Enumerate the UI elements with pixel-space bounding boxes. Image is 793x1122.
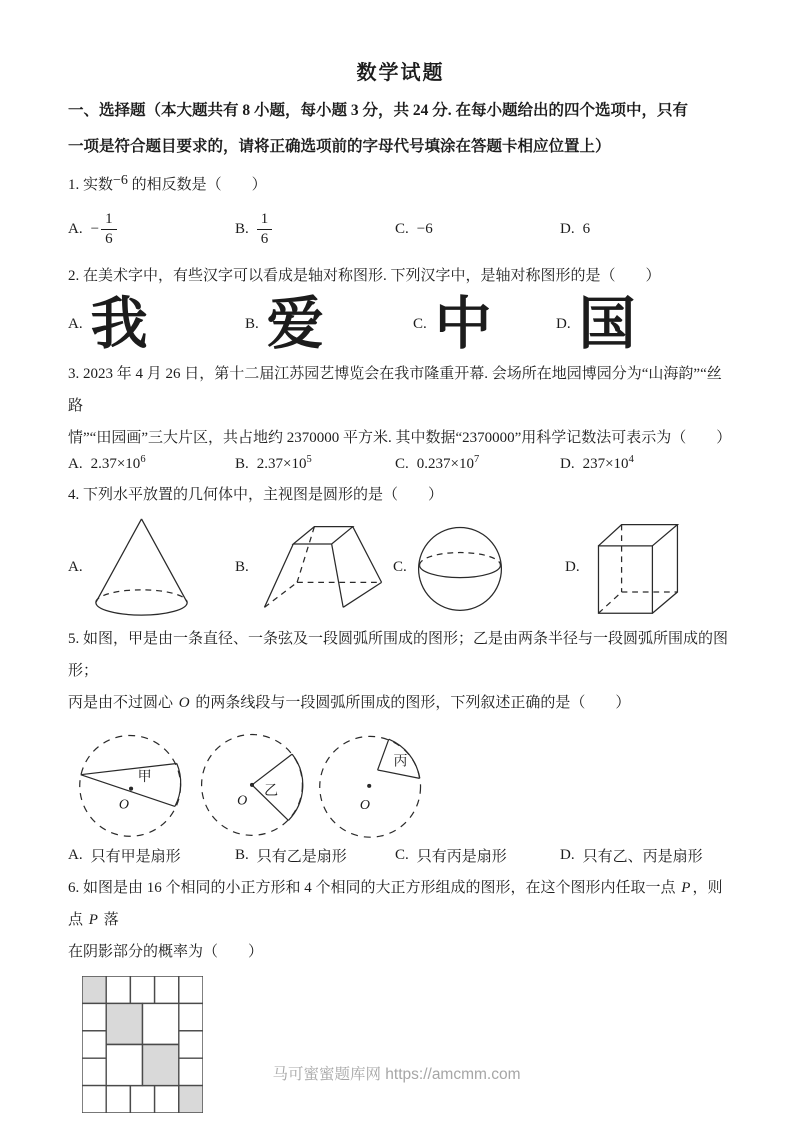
q1-stem	[68, 169, 733, 202]
exponent: 7	[473, 454, 480, 465]
glyph-wo: 我	[90, 292, 148, 356]
square	[106, 1086, 130, 1113]
q5-figures	[76, 725, 733, 843]
fraction-numerator: 1	[105, 210, 113, 227]
q3-option-d	[560, 456, 733, 473]
center-label: O	[237, 793, 248, 809]
circle-figure-bing	[316, 725, 428, 843]
square	[179, 1003, 203, 1030]
q5-stem-line1: 5. 如图，甲是由一条直径、一条弦及一段圆弧所围成的图形；乙是由两条半径与一段圆弧所围成的图形；	[68, 631, 729, 679]
option-label: B.	[235, 847, 249, 863]
frustum-prism-figure	[257, 519, 390, 615]
q5-option-c	[395, 845, 560, 866]
option-label: A.	[68, 558, 83, 575]
option-value: −6	[416, 220, 433, 237]
option-label: B.	[235, 456, 249, 472]
option-label: C.	[395, 456, 409, 472]
option-value: $0.237\times 10^7$	[416, 454, 480, 472]
region-label-yi: 乙	[264, 784, 279, 800]
page-title: 数学试题	[356, 62, 445, 84]
option-label: A.	[68, 315, 83, 332]
q1-stem-value: −6	[113, 173, 128, 188]
glyph-ai: 爱	[266, 292, 324, 356]
q1-stem-suffix: 的相反数是（ ）	[127, 177, 267, 193]
page-footer	[0, 1062, 793, 1084]
option-value: $237\times 10^4$	[582, 454, 634, 472]
circle-figure-jia	[76, 725, 188, 843]
square	[179, 976, 203, 1003]
point-P-symbol: P	[88, 912, 98, 928]
square	[155, 1086, 179, 1113]
option-value: $2.37\times 10^5$	[256, 454, 312, 472]
region-label-jia: 甲	[137, 770, 152, 786]
option-label: D.	[556, 315, 571, 332]
option-label: D.	[560, 220, 575, 237]
q5-option-b	[235, 845, 395, 866]
option-value: $2.37\times 10^6$	[90, 454, 146, 472]
fraction-one-sixth	[257, 210, 273, 249]
option-label: D.	[560, 456, 575, 472]
option-label: A.	[68, 220, 83, 237]
shaded-square	[106, 1003, 142, 1044]
square	[82, 1031, 106, 1058]
option-label: D.	[560, 847, 575, 863]
footer-site-link[interactable]: 马可蜜蜜题库网 https://amcmm.com	[272, 1066, 521, 1083]
q4-option-a	[68, 515, 235, 619]
q3-option-b	[235, 456, 395, 473]
q3-option-a	[68, 456, 235, 473]
q5-stem: 5. 如图，甲是由一条直径、一条弦及一段圆弧所围成的图形；乙是由两条半径与一段圆弧所围成的图形； 丙是由不过圆心 O 的两条线段与一段圆弧所围成的图形，下列叙述正确的是（ ）	[68, 631, 729, 711]
center-label: O	[359, 798, 370, 814]
q2-options	[68, 294, 733, 354]
q2-option-a	[68, 294, 245, 354]
section-heading	[68, 93, 733, 165]
center-O-symbol: O	[178, 695, 190, 711]
region-label-bing: 丙	[393, 754, 408, 770]
q2-option-c	[413, 294, 556, 354]
q3-stem	[68, 358, 733, 454]
q1-stem-text: 1. 实数	[68, 177, 114, 193]
shaded-square	[179, 1086, 203, 1113]
cuboid-figure	[588, 515, 686, 619]
center-label: O	[118, 797, 130, 813]
q5-options	[68, 845, 733, 866]
square	[106, 976, 130, 1003]
option-label: C.	[393, 558, 407, 575]
section-heading-line2: 一项是符合题目要求的，请将正确选项前的字母代号填涂在答题卡相应位置上）	[68, 138, 611, 155]
circle-figure-yi	[196, 725, 308, 843]
square	[82, 1003, 106, 1030]
fraction-denominator: 6	[257, 229, 273, 249]
q4-stem: 4. 下列水平放置的几何体中，主视图是圆形的是（ ）	[68, 487, 444, 503]
q4-options	[68, 515, 733, 619]
q3-option-c	[395, 456, 560, 473]
shaded-square	[82, 976, 106, 1003]
option-value: 只有丙是扇形	[416, 849, 507, 865]
sphere-figure	[415, 515, 505, 619]
square	[130, 1086, 154, 1113]
q1-option-b	[235, 210, 395, 249]
exponent: 5	[306, 454, 312, 465]
option-label: C.	[395, 847, 409, 863]
q2-option-b	[245, 294, 413, 354]
q3-options	[68, 456, 733, 473]
option-label: D.	[565, 558, 580, 575]
glyph-guo: 国	[578, 292, 636, 356]
exponent: 6	[140, 454, 146, 465]
q4-option-c	[393, 515, 565, 619]
fraction-sign: −	[90, 220, 100, 237]
glyph-zhong: 中	[434, 292, 492, 356]
option-label: A.	[68, 847, 83, 863]
q1-option-c	[395, 221, 560, 238]
q2-stem: 2. 在美术字中，有些汉字可以看成是轴对称图形. 下列汉字中，是轴对称图形的是（ ）	[68, 268, 661, 284]
square	[143, 1003, 179, 1044]
square	[130, 976, 154, 1003]
q5-option-a	[68, 845, 235, 866]
square	[155, 976, 179, 1003]
q4-option-d	[565, 515, 733, 619]
cone-figure	[91, 515, 193, 619]
option-label: C.	[395, 220, 409, 237]
q6-figure	[82, 976, 733, 1118]
option-label: A.	[68, 456, 83, 472]
option-label: B.	[235, 558, 249, 575]
fraction-negative-one-sixth	[91, 210, 117, 249]
q4-option-b	[235, 519, 393, 615]
section-heading-line1: 一、选择题（本大题共有 8 小题，每小题 3 分，共 24 分. 在每小题给出的四个选项中，只有	[68, 102, 689, 119]
exponent: 4	[628, 454, 634, 465]
square-grid-figure	[82, 976, 203, 1113]
q6-stem: 6. 如图是由 16 个相同的小正方形和 4 个相同的大正方形组成的图形，在这个图形内任取一点 P ，则点 P 落 在阴影部分的概率为（ ）	[68, 880, 723, 960]
option-value: 只有甲是扇形	[90, 849, 181, 865]
option-value: 只有乙、丙是扇形	[582, 849, 703, 865]
option-label: B.	[235, 220, 249, 237]
q1-option-d	[560, 221, 733, 238]
fraction-numerator: 1	[260, 210, 269, 227]
option-value: 6	[582, 220, 591, 237]
q3-stem-line2: 情”“田园画”三大片区，共占地约 2370000 平方米. 其中数据“2370000”用科学记数法可表示为（ ）	[68, 430, 732, 446]
q5-option-d	[560, 845, 733, 866]
q3-stem-line1: 3. 2023 年 4 月 26 日，第十二届江苏园艺博览会在我市隆重开幕. 会场所在地园博园分为“山海韵”“丝路	[68, 366, 722, 414]
option-value: 只有乙是扇形	[256, 849, 347, 865]
square	[179, 1031, 203, 1058]
q2-option-d	[556, 294, 733, 354]
fraction-denominator: 6	[101, 229, 117, 249]
point-P-symbol: P	[681, 880, 691, 896]
square	[82, 1086, 106, 1113]
q1-options	[68, 204, 733, 254]
option-label: C.	[413, 315, 427, 332]
option-label: B.	[245, 315, 259, 332]
q1-option-a	[68, 210, 235, 249]
